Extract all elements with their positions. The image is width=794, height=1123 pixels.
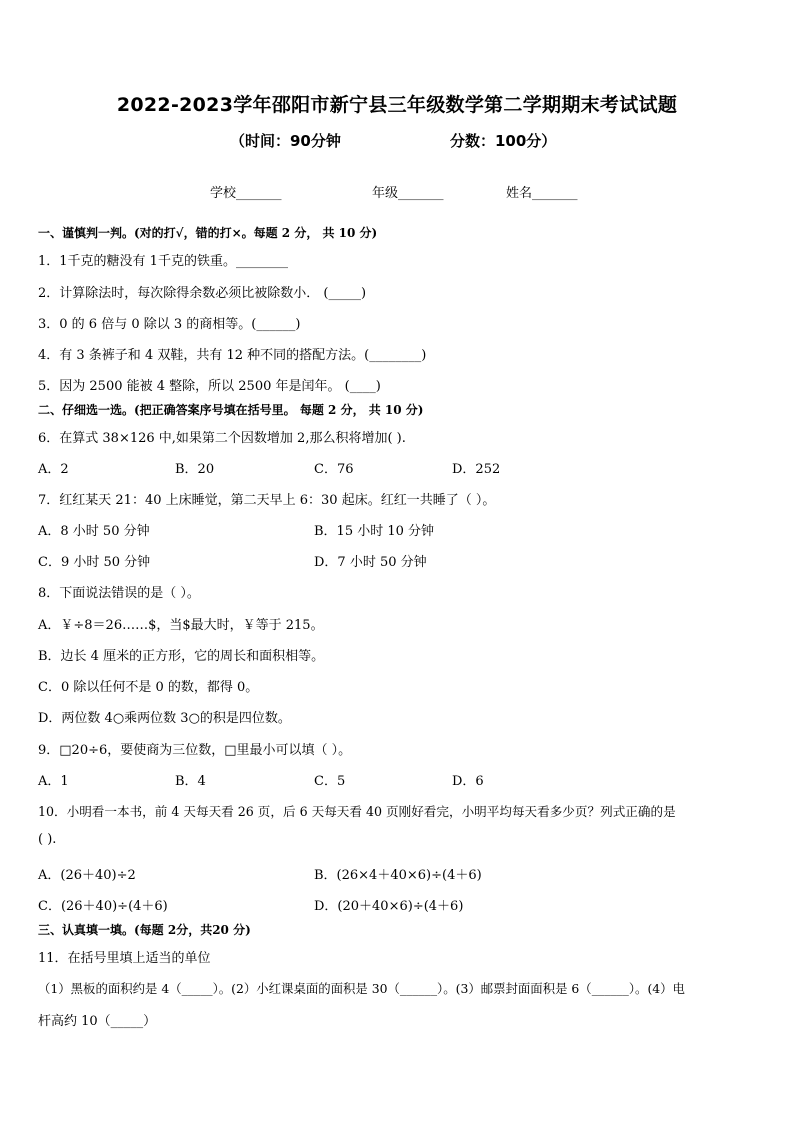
question-11-line-1: （1）黑板的面积约是 4（_____）。(2）小红课桌面的面积是 30（______）。(3）邮票封面面积是 6（______）。(4）电 (38, 981, 685, 996)
q10-option-a: A．(26＋40)÷2 (38, 868, 136, 883)
q10-option-d: D．(20＋40×6)÷(4＋6) (314, 899, 464, 914)
q10-option-b: B．(26×4＋40×6)÷(4＋6) (314, 868, 482, 883)
q7-option-a: A．8 小时 50 分钟 (38, 524, 150, 539)
section-heading-1: 一、谨慎判一判。(对的打√，错的打×。每题 2 分， 共 10 分) (38, 226, 378, 240)
question-10: 10．小明看一本书，前 4 天每天看 26 页，后 6 天每天看 40 页刚好看完，小明平均每天看多少页？列式正确的是 (38, 804, 676, 819)
q6-option-b: B．20 (175, 462, 215, 477)
question-4: 4．有 3 条裤子和 4 双鞋，共有 12 种不同的搭配方法。(________) (38, 348, 427, 363)
question-11-line-2: 杆高约 10（_____） (38, 1014, 157, 1029)
section-heading-3: 三、认真填一填。(每题 2分，共20 分) (38, 923, 251, 937)
question-10-continuation: ( ). (38, 832, 57, 847)
q9-option-b: B．4 (175, 774, 206, 789)
q9-option-a: A．1 (38, 774, 69, 789)
question-11: 11．在括号里填上适当的单位 (38, 951, 211, 966)
q7-option-d: D．7 小时 50 分钟 (314, 555, 427, 570)
q6-option-a: A．2 (38, 462, 69, 477)
name-field[interactable]: 姓名_______ (506, 186, 578, 201)
q9-option-c: C．5 (314, 774, 346, 789)
q6-option-c: C．76 (314, 462, 354, 477)
section-heading-2: 二、仔细选一选。(把正确答案序号填在括号里。 每题 2 分， 共 10 分) (38, 403, 424, 417)
question-5: 5．因为 2500 能被 4 整除，所以 2500 年是闰年。 (____) (38, 379, 381, 394)
q8-option-c: C．0 除以任何不是 0 的数，都得 0。 (38, 680, 259, 695)
question-7: 7．红红某天 21：40 上床睡觉，第二天早上 6：30 起床。红红一共睡了（ ）。 (38, 493, 496, 508)
question-8: 8．下面说法错误的是（ ）。 (38, 586, 200, 601)
page-title: 2022-2023学年邵阳市新宁县三年级数学第二学期期末考试试题 (116, 94, 678, 116)
q10-option-c: C．(26＋40)÷(4＋6) (38, 899, 168, 914)
grade-field[interactable]: 年级_______ (372, 186, 444, 201)
question-1: 1．1千克的糖没有 1千克的铁重。________ (38, 254, 288, 269)
school-field[interactable]: 学校_______ (210, 186, 282, 201)
q7-option-b: B．15 小时 10 分钟 (314, 524, 435, 539)
q6-option-d: D．252 (452, 462, 501, 477)
exam-score: 分数：100分） (450, 132, 557, 150)
exam-time: （时间：90分钟 (230, 132, 341, 150)
q7-option-c: C．9 小时 50 分钟 (38, 555, 151, 570)
q8-option-d: D．两位数 4○乘两位数 3○的积是四位数。 (38, 711, 291, 726)
question-3: 3．0 的 6 倍与 0 除以 3 的商相等。(______) (38, 317, 301, 332)
q8-option-a: A．￥÷8＝26……$，当$最大时，￥等于 215。 (38, 618, 324, 633)
q9-option-d: D．6 (452, 774, 484, 789)
question-6: 6．在算式 38×126 中,如果第二个因数增加 2,那么积将增加( ). (38, 431, 406, 446)
q8-option-b: B．边长 4 厘米的正方形，它的周长和面积相等。 (38, 649, 325, 664)
question-9: 9．□20÷6，要使商为三位数，□里最小可以填（ ）。 (38, 743, 352, 758)
question-2: 2．计算除法时，每次除得余数必须比被除数小． (_____) (38, 286, 367, 301)
